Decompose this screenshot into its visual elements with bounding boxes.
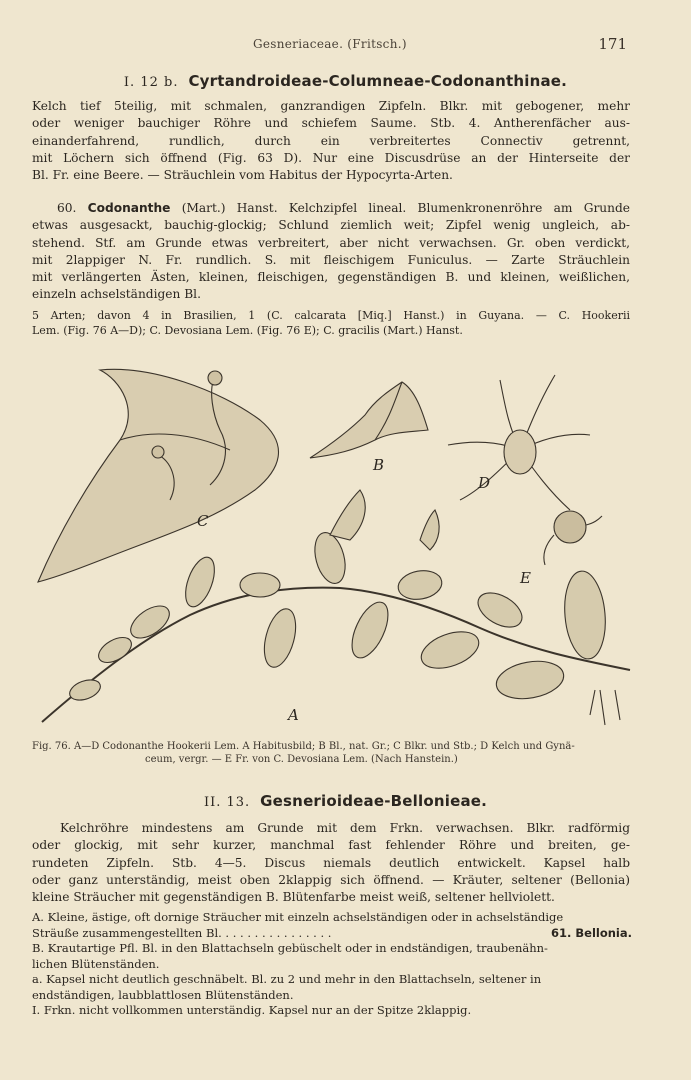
- genus-name: Codonanthe: [87, 201, 171, 215]
- section-heading-2: [0, 792, 691, 810]
- section-name: Gesnerioideae-Bellonieae.: [260, 792, 488, 810]
- text-line: Bl. Fr. eine Beere. — Sträuchlein vom Habitus der Hypocyrta-Arten.: [32, 168, 453, 183]
- key-row: [32, 957, 632, 973]
- caption-line: Fig. 76. A—D Codonanthe Hookerii Lem. A Habitusbild; B Bl., nat. Gr.; C Blkr. und Stb.; D Kelch und Gynä-: [32, 741, 575, 752]
- key-text: a. Kapsel nicht deutlich geschnäbelt. Bl. zu 2 und mehr in den Blattachseln, seltener in: [32, 972, 542, 986]
- corolla-drawing-c: [38, 369, 279, 582]
- text-line: mit Löchern sich öffnend (Fig. 63 D). Nur eine Discusdrüse an der Hinterseite der: [32, 150, 630, 165]
- section2-description: [32, 820, 630, 906]
- key-text: lichen Blütenständen.: [32, 956, 160, 971]
- genus-number: 60.: [57, 201, 77, 215]
- key-row: [32, 910, 632, 926]
- genus-lead: 61. Bellonia.: [551, 925, 632, 940]
- key-text: A. Kleine, ästige, oft dornige Sträucher mit einzeln achselständigen oder in achselständige: [32, 910, 564, 924]
- key-text: endständigen, laubblattlosen Blütenständen.: [32, 987, 294, 1002]
- genus-line: (Mart.) Hanst. Kelchzipfel lineal. Blumenkronenröhre am Grunde: [181, 201, 630, 215]
- text-line: [32, 200, 630, 217]
- section-number: II. 13.: [203, 795, 251, 810]
- key-row: [32, 1003, 632, 1019]
- text-line: stehend. Stf. am Grunde etwas verbreitert, aber nicht verwachsen. Gr. oben verdickt,: [32, 235, 630, 250]
- text-line: rundeten Zipfeln. Stb. 4—5. Discus niemals deutlich entwickelt. Kapsel halb: [32, 855, 630, 870]
- flower-drawing-b: [310, 382, 428, 458]
- text-line: mit verlängerten Ästen, kleinen, fleischigen, gegenständigen B. und kleinen, weißlichen,: [32, 270, 630, 285]
- text-line: Kelch tief 5teilig, mit schmalen, ganzrandigen Zipfeln. Blkr. mit gebogener, mehr: [32, 99, 630, 113]
- text-line: kleine Sträucher mit gegenständigen B. Blütenfarbe meist weiß, seltener hellviolett.: [32, 890, 555, 905]
- section-name: Cyrtandroideae-Columneae-Codonanthinae.: [188, 72, 568, 90]
- figure-label-a: A: [288, 706, 299, 724]
- botanical-illustration: [30, 360, 650, 738]
- key-row: [32, 941, 632, 957]
- determination-key: [32, 910, 632, 1019]
- key-text: B. Krautartige Pfl. Bl. in den Blattachseln gebüschelt oder in endständigen, traubenähn-: [32, 941, 548, 955]
- calyx-drawing-d: [448, 375, 590, 510]
- section-number: I. 12 b.: [123, 75, 179, 90]
- figure-76-drawing: [30, 360, 650, 738]
- running-head: [0, 35, 691, 55]
- key-row: [32, 988, 632, 1004]
- key-row: [32, 972, 632, 988]
- caption-line: ceum, vergr. — E Fr. von C. Devosiana Lem. (Nach Hanstein.): [145, 753, 458, 765]
- figure-caption: [32, 741, 642, 766]
- key-text: I. Frkn. nicht vollkommen unterständig. Kapsel nur an der Spitze 2klappig.: [32, 1003, 472, 1017]
- species-list: [32, 308, 630, 338]
- text-line: Lem. (Fig. 76 A—D); C. Devosiana Lem. (Fig. 76 E); C. gracilis (Mart.) Hanst.: [32, 324, 463, 337]
- text-line: oder weniger bauchiger Röhre und schiefem Saume. Stb. 4. Antherenfächer aus-: [32, 116, 630, 131]
- text-line: etwas ausgesackt, bauchig-glockig; Schlund ziemlich weit; Zipfel wenig ungleich, ab-: [32, 218, 630, 233]
- page-number: 171: [598, 35, 627, 53]
- text-line: oder ganz unterständig, meist oben 2klappig sich öffnend. — Kräuter, seltener (Bellonia): [32, 872, 630, 887]
- running-title: Gesneriaceae. (Fritsch.): [253, 37, 407, 51]
- key-row: [32, 926, 632, 942]
- text-line: mit 2lappiger N. Fr. rundlich. S. mit fleischigem Funiculus. — Zarte Sträuchlein: [32, 252, 630, 267]
- text-line: 5 Arten; davon 4 in Brasilien, 1 (C. calcarata [Miq.] Hanst.) in Guyana. — C. Hookerii: [32, 309, 630, 322]
- section-heading-1: [0, 72, 691, 90]
- section1-description: [32, 98, 630, 184]
- text-line: oder glockig, mit sehr kurzer, manchmal fast fehlender Röhre und breiten, ge-: [32, 838, 630, 853]
- key-text: Sträuße zusammengestellten Bl. . . . . . . . . . . . . . . .: [32, 925, 332, 940]
- genus-60-description: [32, 200, 630, 304]
- figure-label-b: B: [373, 456, 385, 474]
- figure-label-e: E: [520, 569, 531, 587]
- fruit-drawing-e: [544, 511, 602, 565]
- figure-label-d: D: [478, 474, 491, 492]
- text-line: einanderfahrend, rundlich, durch ein verbreitertes Connectiv getrennt,: [32, 133, 630, 148]
- figure-label-c: C: [197, 512, 209, 530]
- text-line: einzeln achselständigen Bl.: [32, 287, 201, 302]
- text-line: Kelchröhre mindestens am Grunde mit dem Frkn. verwachsen. Blkr. radförmig: [60, 821, 630, 835]
